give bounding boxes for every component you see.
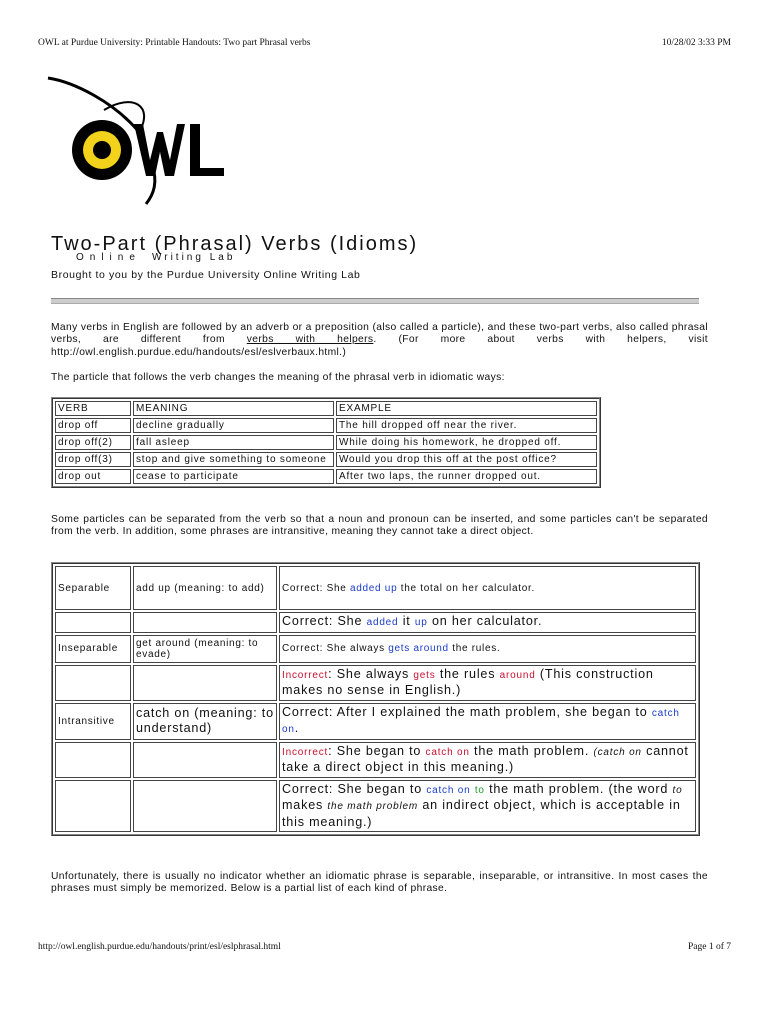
highlight-phrase: catch on bbox=[282, 707, 680, 735]
note-text: the math problem bbox=[327, 801, 419, 812]
highlight-particle: up bbox=[414, 617, 428, 628]
example-cell bbox=[279, 703, 696, 740]
example-text: (This construction makes no sense in English.) bbox=[282, 666, 654, 697]
empty-cell bbox=[133, 612, 277, 633]
empty-cell bbox=[55, 612, 131, 633]
meaning-cell: catch on (meaning: to understand) bbox=[133, 703, 277, 740]
intro-text: Many verbs in English are followed by an adverb or a preposition (also called a particle), and these two-part verbs, also called phrasal verbs, are different from bbox=[51, 322, 708, 346]
highlight-verb: gets bbox=[413, 669, 436, 681]
highlight-phrase: catch on bbox=[426, 784, 471, 796]
example-text: on her calculator. bbox=[427, 614, 543, 628]
empty-cell bbox=[55, 742, 131, 778]
note-text: to bbox=[672, 784, 683, 796]
print-header-datetime: 10/28/02 3:33 PM bbox=[661, 38, 731, 48]
table-row bbox=[55, 780, 696, 833]
meaning-cell: add up (meaning: to add) bbox=[133, 566, 277, 610]
highlight-phrase: gets around bbox=[388, 643, 449, 654]
table-row bbox=[55, 418, 597, 433]
page-title: Two-Part (Phrasal) Verbs (Idioms) bbox=[51, 233, 419, 255]
horizontal-rule bbox=[51, 298, 699, 304]
example-text: the math problem. bbox=[469, 743, 594, 758]
type-cell: Separable bbox=[55, 566, 131, 610]
table-row bbox=[55, 635, 696, 663]
table-row bbox=[55, 435, 597, 450]
empty-cell bbox=[133, 780, 277, 833]
highlight-preposition: to bbox=[474, 784, 485, 796]
empty-cell bbox=[133, 665, 277, 701]
byline: Brought to you by the Purdue University Online Writing Lab bbox=[51, 269, 361, 281]
logo-subtitle-online: Online bbox=[76, 252, 141, 263]
example-cell bbox=[279, 635, 696, 663]
table-row bbox=[55, 452, 597, 467]
table-cell: drop off(3) bbox=[55, 452, 131, 467]
phrasal-verb-table bbox=[51, 397, 601, 488]
table-cell: While doing his homework, he dropped off. bbox=[336, 435, 597, 450]
table-cell: stop and give something to someone bbox=[133, 452, 334, 467]
table-cell: cease to participate bbox=[133, 469, 334, 484]
empty-cell bbox=[133, 742, 277, 778]
table-header: VERB bbox=[55, 401, 131, 416]
table-cell: decline gradually bbox=[133, 418, 334, 433]
example-cell bbox=[279, 742, 696, 778]
example-cell bbox=[279, 566, 696, 610]
example-cell bbox=[279, 780, 696, 833]
example-text: the rules bbox=[435, 666, 500, 681]
incorrect-label: Incorrect bbox=[282, 746, 329, 758]
highlight-phrase: added up bbox=[350, 582, 398, 594]
example-text: Correct: She bbox=[282, 614, 367, 628]
table-row bbox=[55, 665, 696, 701]
highlight-particle: around bbox=[499, 669, 536, 681]
highlight-verb: added bbox=[366, 617, 399, 628]
table-cell: After two laps, the runner dropped out. bbox=[336, 469, 597, 484]
verbs-with-helpers-link[interactable]: verbs with helpers bbox=[246, 334, 374, 346]
table-header: EXAMPLE bbox=[336, 401, 597, 416]
print-header-title: OWL at Purdue University: Printable Handouts: Two part Phrasal verbs bbox=[38, 38, 311, 48]
table-cell: drop off bbox=[55, 418, 131, 433]
particle-paragraph: The particle that follows the verb changes the meaning of the phrasal verb in idiomatic ways: bbox=[51, 372, 505, 383]
table-header-row bbox=[55, 401, 597, 416]
note-text: (catch on bbox=[593, 746, 642, 758]
type-cell: Intransitive bbox=[55, 703, 131, 740]
table-cell: fall asleep bbox=[133, 435, 334, 450]
example-text: Correct: She began to bbox=[282, 781, 427, 796]
table-cell: drop out bbox=[55, 469, 131, 484]
table-cell: Would you drop this off at the post office? bbox=[336, 452, 597, 467]
logo-subtitle-writing-lab: Writing Lab bbox=[152, 252, 236, 263]
empty-cell bbox=[55, 665, 131, 701]
separability-paragraph: Some particles can be separated from the verb so that a noun and pronoun can be inserted, and some particles can't be separated from the verb. In addition, some phrases are intransitive, meaning they cannot take a direct object. bbox=[51, 514, 708, 538]
table-row bbox=[55, 612, 696, 633]
type-cell: Inseparable bbox=[55, 635, 131, 663]
highlight-phrase: catch on bbox=[425, 746, 470, 758]
table-row bbox=[55, 703, 696, 740]
table-cell: The hill dropped off near the river. bbox=[336, 418, 597, 433]
example-text: : She began to bbox=[328, 743, 426, 758]
example-text: the math problem. (the word bbox=[484, 781, 673, 796]
table-row bbox=[55, 469, 597, 484]
example-text: an indirect object, which is acceptable in this meaning.) bbox=[282, 798, 681, 829]
example-text: Correct: After I explained the math problem, she began to bbox=[282, 704, 652, 719]
empty-cell bbox=[55, 780, 131, 833]
example-cell bbox=[279, 665, 696, 701]
example-text: . bbox=[294, 721, 300, 735]
table-header: MEANING bbox=[133, 401, 334, 416]
incorrect-label: Incorrect bbox=[282, 669, 329, 681]
example-cell bbox=[279, 612, 696, 633]
print-footer-page: Page 1 of 7 bbox=[687, 942, 731, 952]
closing-paragraph: Unfortunately, there is usually no indicator whether an idiomatic phrase is separable, inseparable, or intransitive. In most cases the phrases must simply be memorized. Below is a partial list of each kind of phrase. bbox=[51, 871, 708, 895]
example-text: : She always bbox=[328, 666, 414, 681]
example-text: the rules. bbox=[448, 643, 501, 654]
example-text: Correct: She bbox=[282, 582, 351, 594]
owl-logo-graphic bbox=[44, 72, 260, 208]
example-text: cannot take a direct object in this meaning.) bbox=[282, 743, 689, 774]
table-row bbox=[55, 566, 696, 610]
print-footer-url: http://owl.english.purdue.edu/handouts/print/esl/eslphrasal.html bbox=[38, 942, 281, 952]
meaning-cell: get around (meaning: to evade) bbox=[133, 635, 277, 663]
separability-table bbox=[51, 562, 700, 836]
example-text: the total on her calculator. bbox=[397, 582, 535, 594]
table-cell: drop off(2) bbox=[55, 435, 131, 450]
intro-paragraph bbox=[51, 322, 708, 359]
example-text: it bbox=[398, 614, 415, 628]
intro-text-end: . (For more about verbs with helpers, visit http://owl.english.purdue.edu/handouts/esl/eslverbaux.html.) bbox=[51, 334, 708, 358]
table-row bbox=[55, 742, 696, 778]
example-text: makes bbox=[282, 798, 328, 812]
example-text: Correct: She always bbox=[282, 643, 389, 654]
